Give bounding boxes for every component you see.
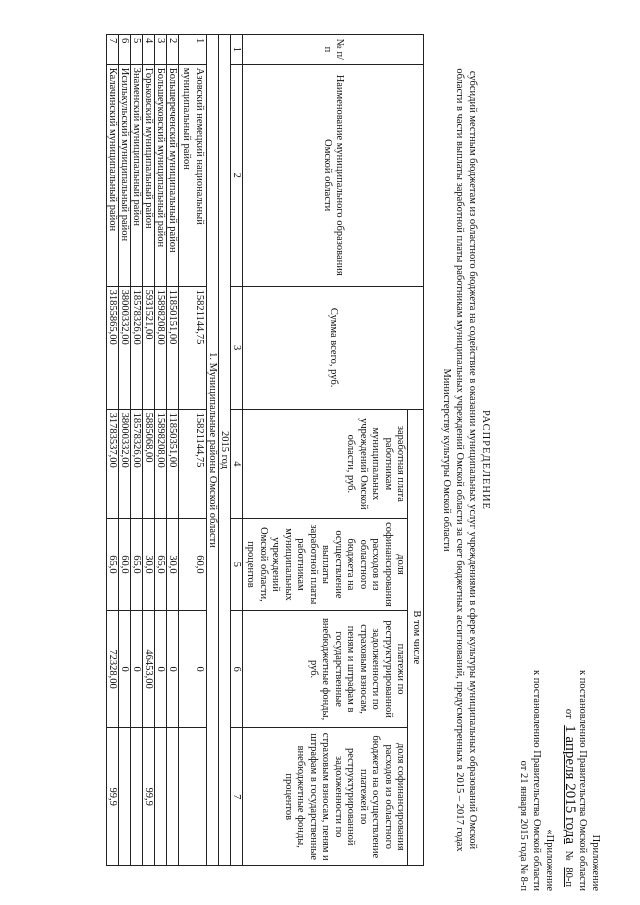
table-header-row-1 [408, 35, 424, 866]
row-name: Большеуковский муниципальный район [155, 64, 167, 286]
row-total: 11850151,00 [167, 286, 179, 409]
row-total: 5931521,00 [143, 286, 155, 409]
header-cell-group: В том числе [408, 409, 424, 865]
header-number-label: № [563, 850, 574, 861]
row-number: 2 [167, 35, 179, 65]
row-number: 4 [143, 35, 155, 65]
row-debt-share: 99,9 [143, 728, 155, 866]
row-name: Знаменский муниципальный район [131, 64, 143, 286]
row-number: 3 [155, 35, 167, 65]
row-salary-share: 65,0 [155, 519, 167, 611]
title-line-1: субсидий местным бюджетам из областного бюджета на содействие в оказании муниципальных услуг учреждениями в сфере культуры муниципальных образований Омской [467, 70, 478, 850]
row-debt-share [155, 728, 167, 866]
row-debt: 46453,00 [143, 610, 155, 728]
row-debt-share: 99,9 [107, 728, 119, 866]
table-row [167, 35, 179, 866]
row-debt: 0 [131, 610, 143, 728]
index-cell: 5 [231, 519, 243, 611]
row-debt: 72328,00 [107, 610, 119, 728]
row-number: 6 [119, 35, 131, 65]
row-salary-share: 30,0 [167, 519, 179, 611]
table-row [131, 35, 143, 866]
row-debt: 0 [155, 610, 167, 728]
row-debt: 0 [167, 610, 179, 728]
header-from-label: от [563, 708, 574, 719]
table-row [155, 35, 167, 866]
header-date: 1 апреля 2015 года [562, 725, 578, 845]
title-line-2: области в части выплаты заработной платы работникам муниципальных учреждений Омской области за счет бюджетных ассигнований, предусмотренных в 2015 – 2017 годах [454, 68, 465, 852]
row-salary: 15898208,00 [155, 409, 167, 519]
header-line-1: Приложение [590, 834, 601, 891]
row-debt: 0 [119, 610, 131, 728]
header-cell-total: Сумма всего, руб. [243, 286, 424, 409]
row-debt-share [167, 728, 179, 866]
row-number: 5 [131, 35, 143, 65]
row-salary-share: 30,0 [143, 519, 155, 611]
row-debt-share [119, 728, 131, 866]
table-row [143, 35, 155, 866]
row-salary: 18578326,00 [131, 409, 143, 519]
row-name: Большереченский муниципальный район [167, 64, 179, 286]
row-salary: 38000332,00 [119, 409, 131, 519]
approval-header [517, 561, 602, 891]
row-salary-share: 65,0 [131, 519, 143, 611]
table-row [107, 35, 119, 866]
index-cell: 2 [231, 64, 243, 286]
index-cell: 7 [231, 728, 243, 866]
row-debt: 0 [179, 610, 207, 728]
row-salary-share: 60,0 [179, 519, 207, 611]
distribution-table [106, 34, 424, 866]
row-salary: 15821144,75 [179, 409, 207, 519]
section-row [207, 35, 219, 866]
row-total: 38000332,00 [119, 286, 131, 409]
header-ref-line-3: от 21 января 2015 года № 8-п [518, 760, 529, 891]
index-cell: 4 [231, 409, 243, 519]
row-name: Горьковский муниципальный район [143, 64, 155, 286]
header-ref-line-2: к постановлению Правительства Омской области [531, 670, 542, 891]
row-name: Исилькульский муниципальный район [119, 64, 131, 286]
header-cell-salary: заработная плата работникам муниципальных учреждений Омской области, руб. [243, 409, 409, 519]
row-number: 1 [179, 35, 207, 65]
row-total: 31855865,00 [107, 286, 119, 409]
index-cell: 1 [231, 35, 243, 65]
row-salary-share: 65,0 [107, 519, 119, 611]
row-debt-share [131, 728, 143, 866]
index-cell: 6 [231, 610, 243, 728]
title-line-3: Министерству культуры Омской области [441, 368, 452, 552]
row-salary: 31783537,00 [107, 409, 119, 519]
header-number: 80-п [563, 867, 574, 887]
table-row [119, 35, 131, 866]
document-title [440, 60, 492, 860]
row-name: Калачинский муниципальный район [107, 64, 119, 286]
section-cell: 1. Муниципальные районы Омской области [207, 35, 219, 866]
title-word: РАСПРЕДЕЛЕНИЕ [480, 410, 491, 510]
index-cell: 3 [231, 286, 243, 409]
header-ref-line-1: «Приложение [544, 829, 555, 891]
header-cell-number: № п/п [243, 35, 424, 65]
table-index-row [231, 35, 243, 866]
header-date-line [562, 561, 576, 891]
header-cell-debt: платежи по реструктурированной задолженности по страховым взносам, пеням и штрафам в государственные внебюджетные фонды, руб. [243, 610, 409, 728]
row-debt-share [179, 728, 207, 866]
header-cell-name: Наименование муниципального образования Омской области [243, 64, 424, 286]
row-name: Азовский немецкий национальный муниципальный район [179, 64, 207, 286]
row-total: 15821144,75 [179, 286, 207, 409]
row-total: 15898208,00 [155, 286, 167, 409]
row-total: 18578326,00 [131, 286, 143, 409]
row-number: 7 [107, 35, 119, 65]
year-row [219, 35, 231, 866]
header-line-2: к постановлению Правительства Омской области [577, 670, 588, 891]
header-cell-salary-share: доля софинансирования расходов из областного бюджета на осуществление выплаты заработной платы работникам муниципальных учреждений Омской области, процентов [243, 519, 409, 611]
row-salary: 5885068,00 [143, 409, 155, 519]
year-cell: 2015 год [219, 35, 231, 866]
row-salary-share: 60,0 [119, 519, 131, 611]
table-row [179, 35, 207, 866]
header-cell-debt-share: доля софинансирования расходов из областного бюджета на осуществление платежей по реструктурированной задолженности по страховым взносам, пеням и штрафам в государственные внебюджетные фонды, процентов [243, 728, 409, 866]
row-salary: 11850351,00 [167, 409, 179, 519]
